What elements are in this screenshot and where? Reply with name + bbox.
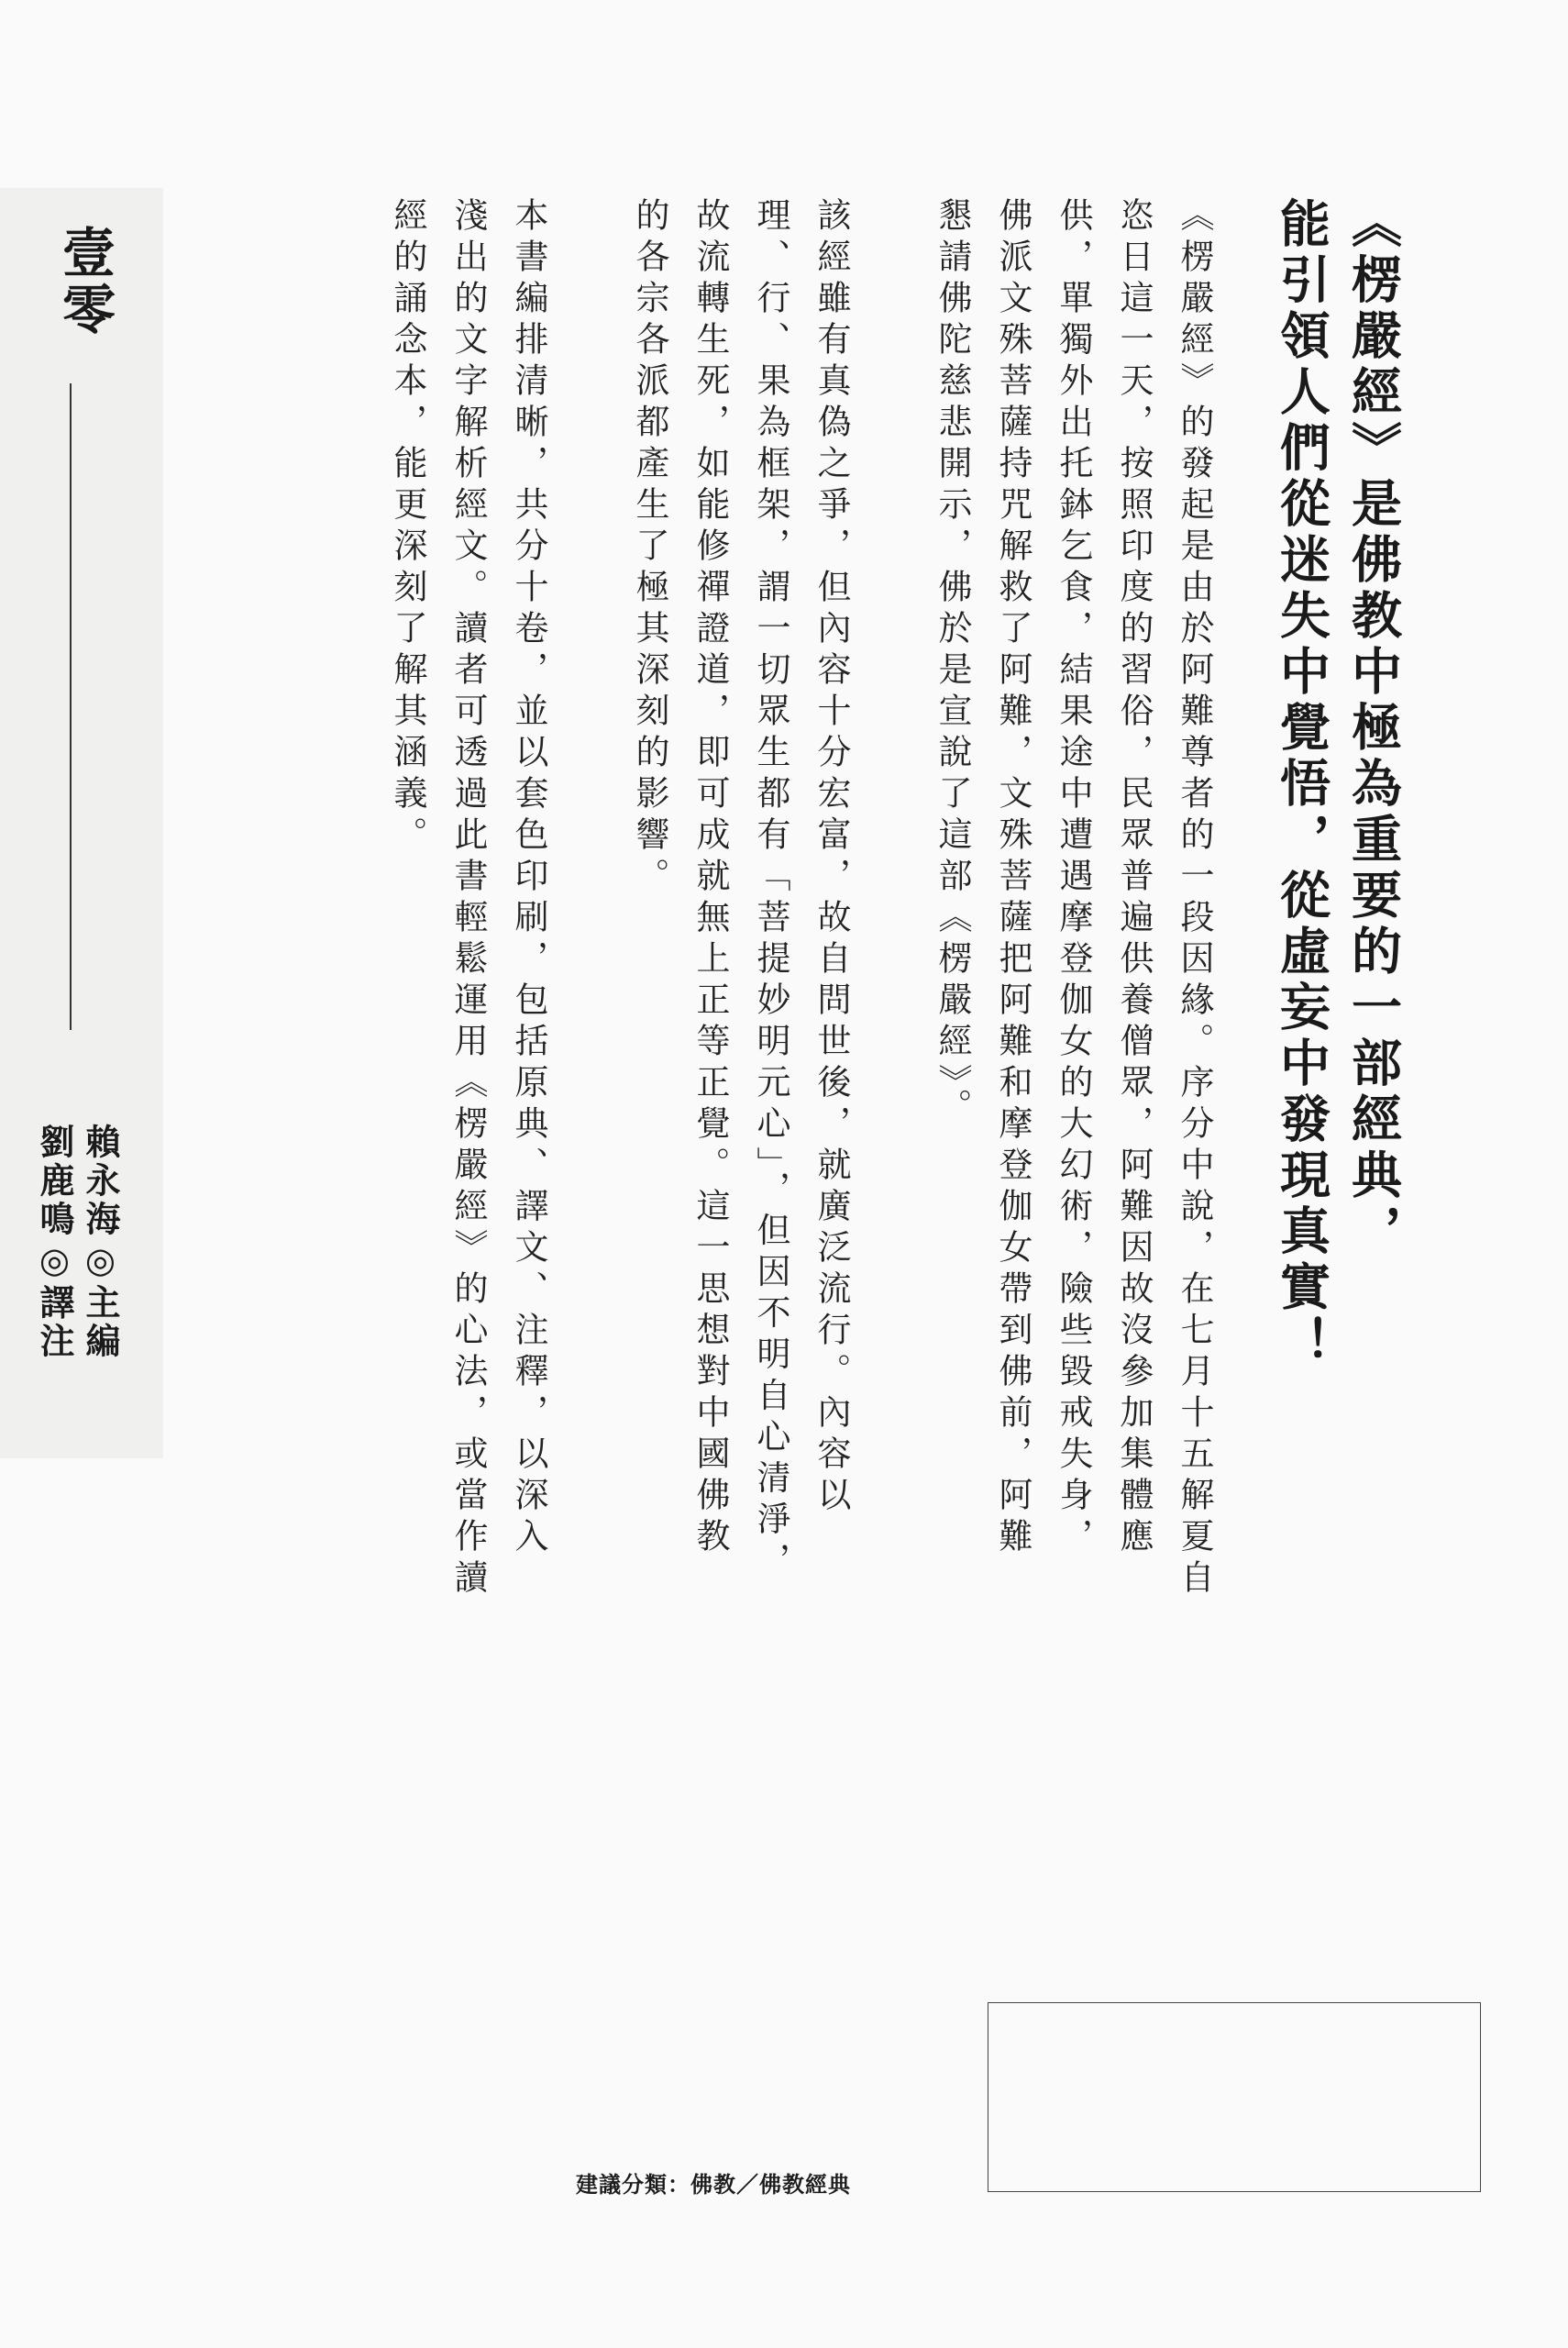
barcode-box xyxy=(988,2002,1481,2192)
editor-role: 主編 xyxy=(80,1284,121,1361)
editor-name: 賴永海 xyxy=(80,1124,121,1239)
editor-credit xyxy=(75,1124,126,1361)
translator-name: 劉鹿鳴 xyxy=(34,1124,75,1239)
translator-mark: ◎ xyxy=(34,1239,75,1284)
paragraph-2-line-4: 的各宗各派都產生了極其深刻的影響。 xyxy=(630,197,669,899)
headline-line-2: 能引領人們從迷失中覺悟，從虛妄中發現真實！ xyxy=(1272,197,1331,1372)
paragraph-1-line-2: 恣日這一天，按照印度的習俗，民眾普遍供養僧眾，阿難因故沒參加集體應 xyxy=(1114,197,1154,1559)
paragraph-3-line-1: 本書編排清晰，共分十卷，並以套色印刷，包括原典、譯文、注釋，以深入 xyxy=(509,197,548,1559)
paragraph-1-line-1: 《楞嚴經》的發起是由於阿難尊者的一段因緣。序分中說，在七月十五解夏自 xyxy=(1175,197,1214,1600)
paragraph-2-line-2: 理、行、果為框架，謂一切眾生都有「菩提妙明元心」，但因不明自心清淨， xyxy=(751,197,790,1584)
paragraph-1-line-3: 供，單獨外出托鉢乞食，結果途中遭遇摩登伽女的大幻術，險些毀戒失身， xyxy=(1054,197,1093,1559)
headline-line-1: 《楞嚴經》是佛教中極為重要的一部經典， xyxy=(1343,197,1403,1260)
paragraph-2-line-3: 故流轉生死，如能修禪證道，即可成就無上正等正覺。這一思想對中國佛教 xyxy=(690,197,730,1559)
editor-mark: ◎ xyxy=(80,1239,121,1284)
translator-role: 譯注 xyxy=(34,1284,75,1361)
paragraph-1-line-4: 佛派文殊菩薩持咒解救了阿難，文殊菩薩把阿難和摩登伽女帶到佛前，阿難 xyxy=(993,197,1032,1559)
paragraph-3-line-2: 淺出的文字解析經文。讀者可透過此書輕鬆運用《楞嚴經》的心法，或當作讀 xyxy=(448,197,488,1600)
translator-credit xyxy=(29,1124,80,1361)
paragraph-1-line-5: 懇請佛陀慈悲開示，佛於是宣說了這部《楞嚴經》。 xyxy=(933,197,972,1130)
classification-label: 建議分類：佛教／佛教經典 xyxy=(576,2171,851,2198)
paragraph-2-line-1: 該經雖有真偽之爭，但內容十分宏富，故自問世後，就廣泛流行。內容以 xyxy=(812,197,851,1518)
series-title: 壹零 xyxy=(53,225,116,338)
spine-divider xyxy=(70,383,72,1030)
paragraph-3-line-3: 經的誦念本，能更深刻了解其涵義。 xyxy=(388,197,427,858)
